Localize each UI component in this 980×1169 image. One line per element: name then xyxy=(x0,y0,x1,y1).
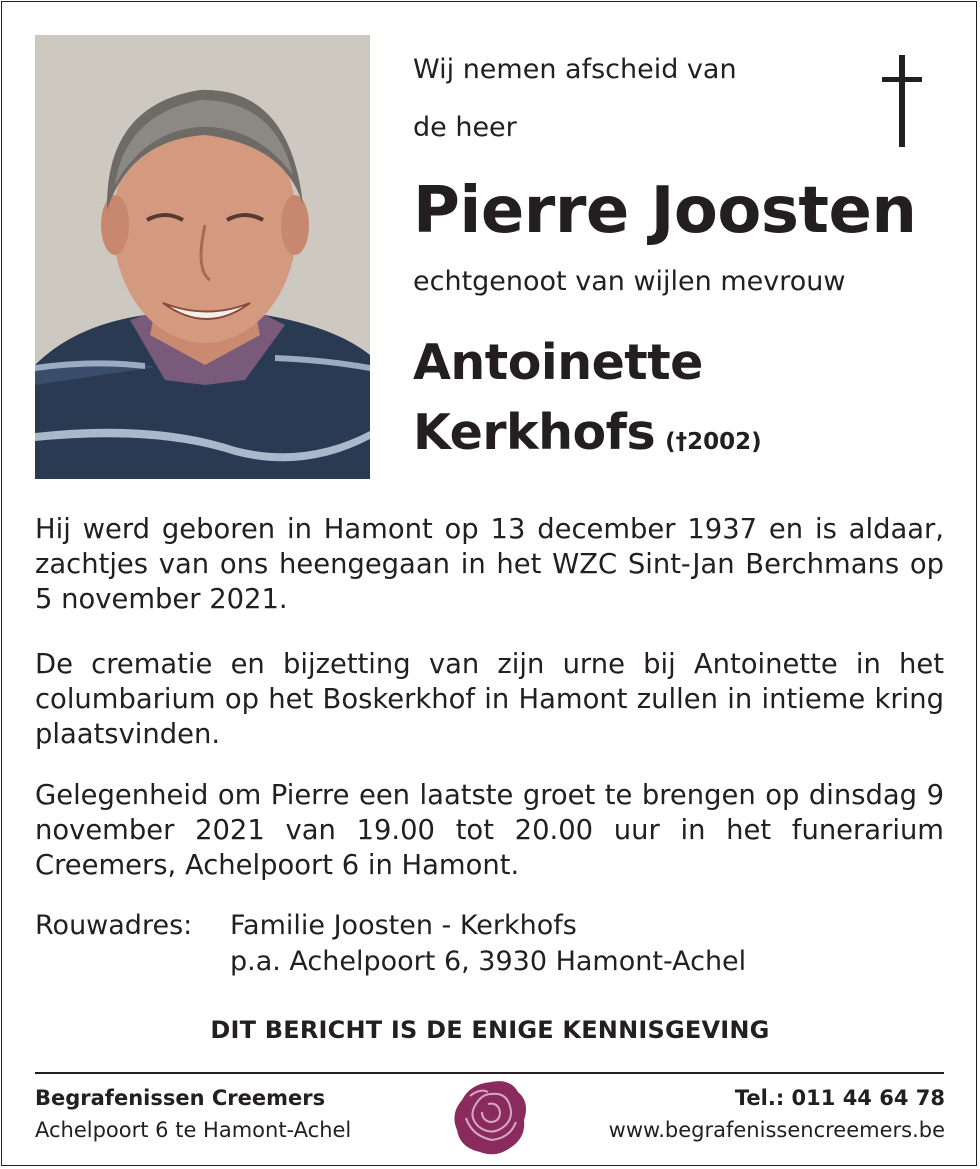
only-notice-statement: DIT BERICHT IS DE ENIGE KENNISGEVING xyxy=(210,1016,770,1044)
rose-logo-icon xyxy=(452,1078,530,1162)
spouse-last-name: Kerkhofs xyxy=(413,404,656,461)
funeral-company-name: Begrafenissen Creemers xyxy=(35,1086,326,1110)
spouse-first-name: Antoinette xyxy=(413,334,703,391)
address-line-2: p.a. Achelpoort 6, 3930 Hamont-Achel xyxy=(230,946,747,977)
relation-line: echtgenoot van wijlen mevrouw xyxy=(413,266,846,297)
deceased-name: Pierre Joosten xyxy=(413,174,917,248)
intro-line-1: Wij nemen afscheid van xyxy=(413,54,737,85)
funeral-company-address: Achelpoort 6 te Hamont-Achel xyxy=(35,1118,352,1142)
paragraph-visitation: Gelegenheid om Pierre een laatste groet te brengen op dinsdag 9 november 2021 van 19.00 tot 20.00 uur in het funerarium Creemers, Achelpoort 6 in Hamont. xyxy=(35,780,944,881)
phone-number: Tel.: 011 44 64 78 xyxy=(734,1086,945,1110)
spouse-dates: (†2002) xyxy=(665,429,762,455)
paragraph-birth-death: Hij werd geboren in Hamont op 13 december 1937 en is aldaar, zachtjes van ons heengegaan in het WZC Sint-Jan Berchmans op 5 november 2021. xyxy=(35,514,944,615)
footer-divider xyxy=(35,1072,944,1074)
portrait-photo xyxy=(35,35,370,479)
address-line-1: Familie Joosten - Kerkhofs xyxy=(230,910,577,941)
intro-line-2: de heer xyxy=(413,112,517,143)
spouse-last-name-line xyxy=(413,405,762,470)
cross-icon xyxy=(880,55,926,151)
address-label: Rouwadres: xyxy=(35,910,193,941)
website-link[interactable]: www.begrafenissencreemers.be xyxy=(608,1118,945,1142)
paragraph-cremation: De crematie en bijzetting van zijn urne bij Antoinette in het columbarium op het Boskerkhof in Hamont zullen in intieme kring plaatsvinden. xyxy=(35,649,944,750)
